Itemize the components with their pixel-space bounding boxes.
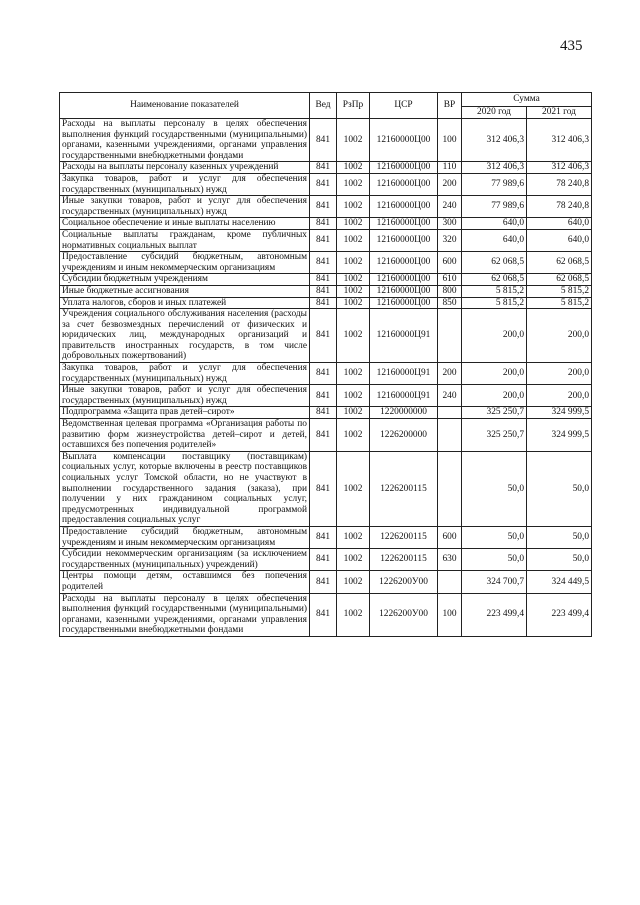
cell-vr: 630	[438, 549, 462, 571]
cell-sum-2021: 223 499,4	[527, 593, 592, 636]
cell-vr: 600	[438, 252, 462, 274]
cell-ved: 841	[310, 173, 337, 195]
cell-sum-2021: 50,0	[527, 526, 592, 548]
cell-ved: 841	[310, 162, 337, 174]
cell-csr: 1226200У00	[370, 593, 438, 636]
cell-ved: 841	[310, 419, 337, 452]
cell-rzpr: 1002	[337, 526, 370, 548]
cell-sum-2021: 200,0	[527, 363, 592, 385]
cell-vr	[438, 571, 462, 593]
cell-sum-2020: 640,0	[462, 229, 527, 251]
cell-rzpr: 1002	[337, 274, 370, 286]
cell-rzpr: 1002	[337, 297, 370, 309]
cell-rzpr: 1002	[337, 363, 370, 385]
cell-csr: 12160000Ц91	[370, 385, 438, 407]
cell-name: Предоставление субсидий бюджетным, автономным учреждениям и иным некоммерческим организациям	[60, 526, 310, 548]
cell-sum-2020: 200,0	[462, 363, 527, 385]
table-row	[60, 285, 592, 297]
cell-rzpr: 1002	[337, 451, 370, 526]
cell-sum-2021: 312 406,3	[527, 119, 592, 162]
cell-rzpr: 1002	[337, 549, 370, 571]
cell-csr: 12160000Ц00	[370, 229, 438, 251]
table-body	[60, 119, 592, 637]
table-row	[60, 252, 592, 274]
cell-sum-2020: 50,0	[462, 549, 527, 571]
cell-sum-2021: 5 815,2	[527, 297, 592, 309]
table-row	[60, 297, 592, 309]
cell-csr: 1226200115	[370, 549, 438, 571]
cell-sum-2020: 324 700,7	[462, 571, 527, 593]
header-ved: Вед	[310, 93, 337, 119]
table-row	[60, 309, 592, 363]
cell-rzpr: 1002	[337, 407, 370, 419]
cell-sum-2021: 324 999,5	[527, 419, 592, 452]
table-header	[60, 93, 592, 119]
cell-rzpr: 1002	[337, 252, 370, 274]
cell-ved: 841	[310, 274, 337, 286]
cell-sum-2020: 640,0	[462, 218, 527, 230]
cell-name: Субсидии бюджетным учреждениям	[60, 274, 310, 286]
cell-name: Выплата компенсации поставщику (поставщикам) социальных услуг, которые включены в реестр поставщиков социальных услуг Томской области, но не участвуют в выполнении государственного задания (заказа), при получении у них гражданином социальных услуг, предусмотренных индивидуальной программой предоставления социальных услуг	[60, 451, 310, 526]
cell-sum-2021: 200,0	[527, 385, 592, 407]
cell-ved: 841	[310, 593, 337, 636]
cell-csr: 12160000Ц00	[370, 119, 438, 162]
cell-vr: 200	[438, 173, 462, 195]
cell-csr: 12160000Ц91	[370, 363, 438, 385]
cell-vr: 610	[438, 274, 462, 286]
cell-name: Расходы на выплаты персоналу в целях обеспечения выполнения функций государственными (муниципальными) органами, казенными учреждениями, органами управления государственными внебюджетными фондами	[60, 593, 310, 636]
cell-sum-2021: 78 240,8	[527, 173, 592, 195]
cell-vr: 320	[438, 229, 462, 251]
budget-table	[59, 92, 592, 637]
cell-sum-2020: 62 068,5	[462, 274, 527, 286]
cell-vr: 600	[438, 526, 462, 548]
cell-rzpr: 1002	[337, 571, 370, 593]
cell-name: Социальное обеспечение и иные выплаты населению	[60, 218, 310, 230]
cell-sum-2021: 640,0	[527, 218, 592, 230]
cell-ved: 841	[310, 363, 337, 385]
cell-sum-2021: 200,0	[527, 309, 592, 363]
cell-ved: 841	[310, 196, 337, 218]
cell-csr: 12160000Ц91	[370, 309, 438, 363]
cell-csr: 1226200115	[370, 451, 438, 526]
cell-vr	[438, 419, 462, 452]
cell-csr: 12160000Ц00	[370, 274, 438, 286]
table-row	[60, 218, 592, 230]
table-row	[60, 451, 592, 526]
cell-ved: 841	[310, 297, 337, 309]
cell-csr: 1226200000	[370, 419, 438, 452]
header-vr: ВР	[438, 93, 462, 119]
cell-name: Закупка товаров, работ и услуг для обеспечения государственных (муниципальных) нужд	[60, 363, 310, 385]
cell-sum-2020: 325 250,7	[462, 419, 527, 452]
cell-sum-2020: 312 406,3	[462, 119, 527, 162]
cell-name: Расходы на выплаты персоналу казенных учреждений	[60, 162, 310, 174]
cell-csr: 12160000Ц00	[370, 218, 438, 230]
cell-rzpr: 1002	[337, 285, 370, 297]
cell-sum-2021: 62 068,5	[527, 274, 592, 286]
cell-sum-2020: 77 989,6	[462, 196, 527, 218]
cell-vr	[438, 451, 462, 526]
cell-rzpr: 1002	[337, 385, 370, 407]
cell-name: Уплата налогов, сборов и иных платежей	[60, 297, 310, 309]
cell-ved: 841	[310, 407, 337, 419]
cell-vr: 800	[438, 285, 462, 297]
cell-csr: 12160000Ц00	[370, 162, 438, 174]
cell-name: Иные закупки товаров, работ и услуг для обеспечения государственных (муниципальных) нужд	[60, 196, 310, 218]
table-row	[60, 274, 592, 286]
cell-csr: 12160000Ц00	[370, 252, 438, 274]
header-year-2021: 2021 год	[527, 107, 592, 119]
cell-name: Иные закупки товаров, работ и услуг для обеспечения государственных (муниципальных) нужд	[60, 385, 310, 407]
cell-ved: 841	[310, 119, 337, 162]
page-number: 435	[560, 38, 583, 54]
cell-csr: 12160000Ц00	[370, 196, 438, 218]
cell-name: Ведомственная целевая программа «Организация работы по развитию форм жизнеустройства детей–сирот и детей, оставшихся без попечения родителей»	[60, 419, 310, 452]
cell-vr: 100	[438, 593, 462, 636]
cell-sum-2021: 78 240,8	[527, 196, 592, 218]
cell-rzpr: 1002	[337, 119, 370, 162]
cell-vr: 240	[438, 196, 462, 218]
cell-ved: 841	[310, 571, 337, 593]
cell-ved: 841	[310, 385, 337, 407]
table-row	[60, 173, 592, 195]
cell-name: Расходы на выплаты персоналу в целях обеспечения выполнения функций государственными (муниципальными) органами, казенными учреждениями, органами управления государственными внебюджетными фондами	[60, 119, 310, 162]
cell-name: Предоставление субсидий бюджетным, автономным учреждениям и иным некоммерческим организациям	[60, 252, 310, 274]
cell-ved: 841	[310, 252, 337, 274]
table-row	[60, 385, 592, 407]
table-row	[60, 571, 592, 593]
cell-rzpr: 1002	[337, 162, 370, 174]
cell-vr	[438, 309, 462, 363]
cell-vr: 240	[438, 385, 462, 407]
cell-ved: 841	[310, 451, 337, 526]
cell-name: Центры помощи детям, оставшимся без попечения родителей	[60, 571, 310, 593]
cell-rzpr: 1002	[337, 309, 370, 363]
cell-csr: 1226200У00	[370, 571, 438, 593]
cell-rzpr: 1002	[337, 419, 370, 452]
cell-csr: 1226200115	[370, 526, 438, 548]
table-row	[60, 407, 592, 419]
cell-vr: 100	[438, 119, 462, 162]
cell-name: Закупка товаров, работ и услуг для обеспечения государственных (муниципальных) нужд	[60, 173, 310, 195]
cell-csr: 12160000Ц00	[370, 173, 438, 195]
cell-sum-2021: 50,0	[527, 549, 592, 571]
cell-sum-2020: 5 815,2	[462, 297, 527, 309]
cell-ved: 841	[310, 229, 337, 251]
cell-csr: 12160000Ц00	[370, 285, 438, 297]
table-row	[60, 229, 592, 251]
cell-name: Подпрограмма «Защита прав детей–сирот»	[60, 407, 310, 419]
cell-sum-2021: 62 068,5	[527, 252, 592, 274]
header-rzpr: РзПр	[337, 93, 370, 119]
cell-sum-2021: 5 815,2	[527, 285, 592, 297]
cell-vr: 110	[438, 162, 462, 174]
cell-sum-2021: 324 449,5	[527, 571, 592, 593]
cell-name: Иные бюджетные ассигнования	[60, 285, 310, 297]
cell-name: Социальные выплаты гражданам, кроме публичных нормативных социальных выплат	[60, 229, 310, 251]
cell-sum-2021: 50,0	[527, 451, 592, 526]
cell-ved: 841	[310, 526, 337, 548]
cell-sum-2020: 77 989,6	[462, 173, 527, 195]
cell-sum-2020: 50,0	[462, 526, 527, 548]
cell-rzpr: 1002	[337, 229, 370, 251]
cell-name: Субсидии некоммерческим организациям (за исключением государственных (муниципальных) учреждений)	[60, 549, 310, 571]
header-name: Наименование показателей	[60, 93, 310, 119]
header-sum: Сумма	[462, 93, 592, 107]
cell-ved: 841	[310, 309, 337, 363]
cell-sum-2020: 200,0	[462, 309, 527, 363]
cell-sum-2021: 312 406,3	[527, 162, 592, 174]
cell-rzpr: 1002	[337, 173, 370, 195]
cell-vr	[438, 407, 462, 419]
cell-ved: 841	[310, 218, 337, 230]
cell-sum-2020: 312 406,3	[462, 162, 527, 174]
header-csr: ЦСР	[370, 93, 438, 119]
table-row	[60, 419, 592, 452]
cell-ved: 841	[310, 549, 337, 571]
table-row	[60, 363, 592, 385]
cell-sum-2020: 62 068,5	[462, 252, 527, 274]
cell-sum-2020: 223 499,4	[462, 593, 527, 636]
cell-sum-2021: 324 999,5	[527, 407, 592, 419]
table-row	[60, 162, 592, 174]
cell-sum-2021: 640,0	[527, 229, 592, 251]
cell-rzpr: 1002	[337, 593, 370, 636]
table-row	[60, 549, 592, 571]
cell-sum-2020: 200,0	[462, 385, 527, 407]
cell-csr: 12160000Ц00	[370, 297, 438, 309]
cell-rzpr: 1002	[337, 196, 370, 218]
header-year-2020: 2020 год	[462, 107, 527, 119]
table-row	[60, 526, 592, 548]
cell-vr: 850	[438, 297, 462, 309]
cell-ved: 841	[310, 285, 337, 297]
cell-rzpr: 1002	[337, 218, 370, 230]
table-row	[60, 196, 592, 218]
cell-csr: 1220000000	[370, 407, 438, 419]
table-row	[60, 593, 592, 636]
table-row	[60, 119, 592, 162]
cell-name: Учреждения социального обслуживания населения (расходы за счет безвозмездных перечислений от физических и юридических лиц, международных организаций и правительств иностранных государств, в том числе добровольных пожертвований)	[60, 309, 310, 363]
cell-vr: 300	[438, 218, 462, 230]
cell-sum-2020: 5 815,2	[462, 285, 527, 297]
cell-vr: 200	[438, 363, 462, 385]
cell-sum-2020: 325 250,7	[462, 407, 527, 419]
cell-sum-2020: 50,0	[462, 451, 527, 526]
